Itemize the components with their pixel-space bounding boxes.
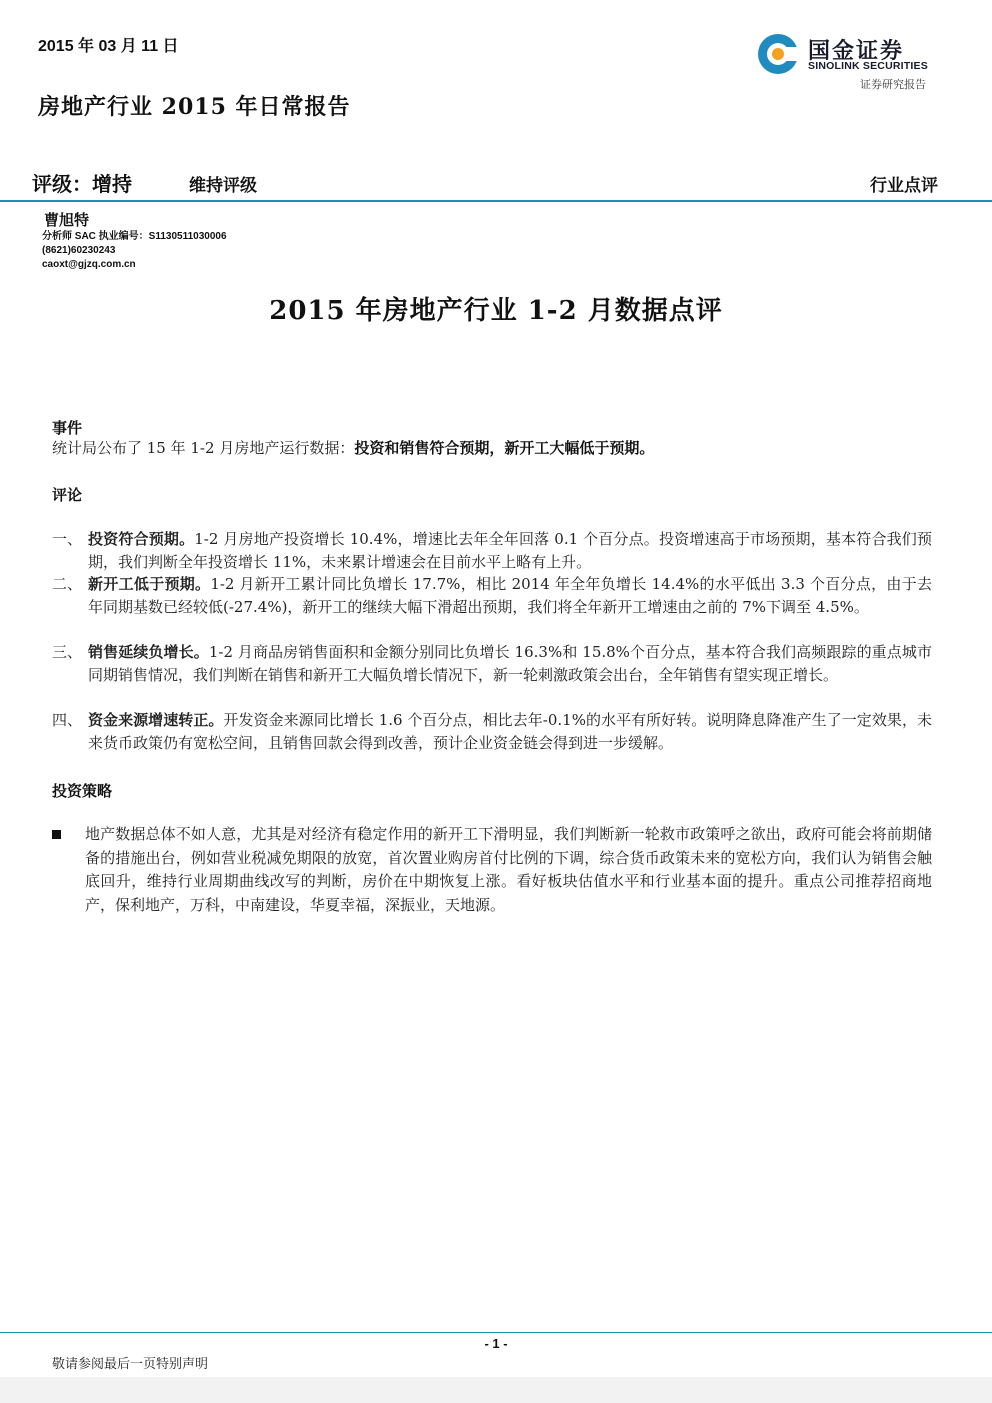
strategy-heading: 投资策略: [52, 782, 113, 800]
analyst-contact: [42, 230, 227, 272]
comment-item-text: 1-2 月新开工累计同比负增长 17.7%，相比 2014 年全年负增长 14.4%的水平低出 3.3 个百分点，由于去年同期基数已经较低(-27.4%)，新开工的继续大幅下滑超出预期，我们将全年新开工增速由之前的 7%下调至 4.5%。: [88, 575, 932, 616]
disclaimer-note: 敬请参阅最后一页特别声明: [52, 1357, 209, 1372]
square-bullet-icon: [52, 830, 61, 839]
strategy-bullet: [52, 823, 932, 917]
comment-item-headline: 投资符合预期。: [88, 530, 195, 548]
bottom-band: [0, 1377, 992, 1403]
sinolink-logo-icon: [756, 32, 800, 76]
logo-chinese-name: 国金证券: [808, 39, 905, 64]
comment-item-number: 三、: [52, 643, 83, 661]
comment-heading: 评论: [52, 486, 83, 504]
logo-english-name: SINOLINK SECURITIES: [808, 60, 928, 72]
comment-item: [52, 641, 932, 687]
comment-item-text: 开发资金来源同比增长 1.6 个百分点，相比去年-0.1%的水平有所好转。说明降息降准产生了一定效果，未来货币政策仍有宽松空间，且销售回款会得到改善，预计企业资金链会得到进一步缓解。: [88, 711, 932, 752]
rating-row: [32, 168, 938, 198]
comment-item-headline: 资金来源增速转正。: [88, 711, 224, 729]
comment-item: [52, 528, 932, 574]
event-heading: 事件: [52, 419, 83, 437]
comment-item-number: 一、: [52, 530, 83, 548]
comment-item: [52, 573, 932, 619]
logo-subtitle: 证券研究报告: [860, 78, 926, 91]
strategy-text: 地产数据总体不如人意，尤其是对经济有稳定作用的新开工下滑明显，我们判断新一轮救市政策呼之欲出，政府可能会将前期储备的措施出台，例如营业税减免期限的放宽，首次置业购房首付比例的下调，综合货币政策未来的宽松方向，我们认为销售会触底回升，维持行业周期曲线改写的判断，房价在中期恢复上涨。看好板块估值水平和行业基本面的提升。重点公司推荐招商地产，保利地产，万科，中南建设，华夏幸福，深振业，天地源。: [85, 825, 932, 914]
comment-item: [52, 709, 932, 755]
comment-item-headline: 新开工低于预期。: [88, 575, 211, 593]
analyst-email: caoxt@gjzq.com.cn: [42, 259, 136, 270]
rating-label: 评级：增持: [32, 172, 132, 196]
report-type-title: 房地产行业 2015 年日常报告: [38, 94, 351, 120]
page-title: 2015 年房地产行业 1-2 月数据点评: [269, 296, 723, 326]
report-category: 行业点评: [870, 176, 938, 196]
analyst-name: 曹旭特: [44, 211, 90, 229]
rating-maintain: 维持评级: [189, 176, 257, 196]
footer-divider: [0, 1332, 992, 1333]
comment-item-text: 1-2 月商品房销售面积和金额分别同比负增长 16.3%和 15.8%个百分点，基本符合我们高频跟踪的重点城市同期销售情况，我们判断在销售和新开工大幅负增长情况下，新一轮刺激政策会出台，全年销售有望实现正增长。: [88, 643, 932, 684]
page-number: - 1 -: [484, 1336, 508, 1351]
comment-item-text: 1-2 月房地产投资增长 10.4%，增速比去年全年回落 0.1 个百分点。投资增速高于市场预期，基本符合我们预期，我们判断全年投资增长 11%，未来累计增速会在目前水平上略有上升。: [88, 530, 932, 571]
event-text: [52, 437, 932, 460]
header-divider: [0, 200, 992, 202]
comment-item-headline: 销售延续负增长。: [88, 643, 209, 661]
analyst-phone: (8621)60230243: [42, 245, 116, 256]
comment-item-number: 二、: [52, 575, 83, 593]
event-text-plain: 统计局公布了 15 年 1-2 月房地产运行数据：: [52, 439, 355, 457]
comment-item-number: 四、: [52, 711, 83, 729]
report-date: 2015 年 03 月 11 日: [38, 38, 179, 55]
analyst-sac-id: 分析师 SAC 执业编号：S1130511030006: [42, 231, 227, 242]
event-text-bold: 投资和销售符合预期，新开工大幅低于预期。: [354, 439, 655, 457]
